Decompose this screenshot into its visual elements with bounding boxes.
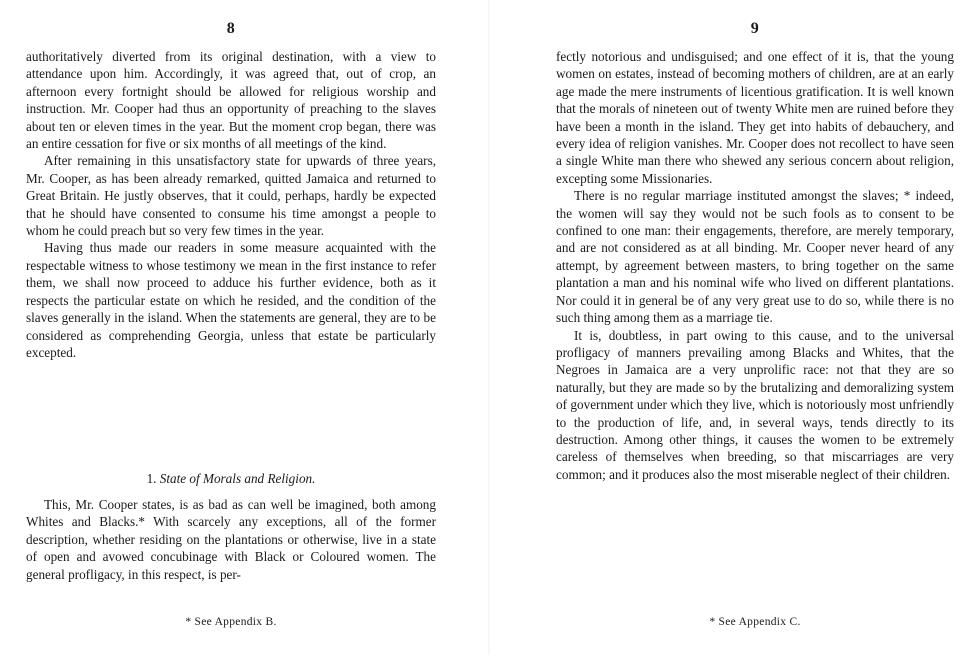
page-number: 8 <box>226 20 236 37</box>
page-number: 9 <box>750 20 760 37</box>
right-page <box>556 0 954 655</box>
right-page-text <box>556 48 954 483</box>
section-number: 1. <box>146 471 157 486</box>
left-page-lower-text <box>26 496 436 583</box>
footnote: * See Appendix C. <box>709 616 801 628</box>
section-title: State of Morals and Religion. <box>159 471 316 486</box>
section-heading <box>26 470 436 487</box>
left-page <box>26 0 436 655</box>
paragraph: After remaining in this unsatisfactory state for upwards of three years, Mr. Cooper, as has been already remarked, quitted Jamaica and returned to Great Britain. He justly observes, that it could, perhaps, hardly be expected that he should have consented to consume his time amongst a people to whom he could preach but so very few times in the year. <box>26 153 436 239</box>
paragraph: fectly notorious and undisguised; and one effect of it is, that the young women on estates, instead of becoming mothers of children, are at an early age made the mere instruments of licentious gratification. It is well known that the morals of nineteen out of twenty White men are ruined before they have been a month in the island. They get into habits of debauchery, and every idea of religion vanishes. Mr. Cooper does not recollect to have seen a single White man there who shewed any serious concern about religion, excepting some Missionaries. <box>556 49 954 186</box>
paragraph: authoritatively diverted from its original destination, with a view to attendance upon him. Accordingly, it was agreed that, out of crop, an afternoon every fortnight should be allowed for religious worship and instruction. Mr. Cooper had thus an opportunity of preaching to the slaves about ten or eleven times in the year. But the moment crop began, there was an entire cessation for five or six months of all meetings of the kind. <box>26 49 436 152</box>
paragraph: Having thus made our readers in some measure acquainted with the respectable witness to whose testimony we mean in the first instance to refer them, we shall now proceed to adduce his further evidence, both as it respects the particular estate on which he resided, and the condition of the slaves generally in the island. When the statements are general, they are to be considered as comprehending Georgia, unless that estate be particularly excepted. <box>26 240 436 360</box>
paragraph: This, Mr. Cooper states, is as bad as can well be imagined, both among Whites and Blacks.* With scarcely any exceptions, all of the former description, whether residing on the plantations or otherwise, live in a state of open and avowed concubinage with Black or Coloured women. The general profligacy, in this respect, is per- <box>26 497 436 582</box>
paragraph: There is no regular marriage instituted amongst the slaves; * indeed, the women will say they would not be such fools as to consent to be confined to one man: their engagements, therefore, are merely temporary, and are not considered as at all binding. Mr. Cooper never heard of any attempt, by agreement between masters, to bring together on the same plantation a man and his nominal wife who lived on different plantations. Nor could it in general be of any very great use to do so, while there is no such thing among them as a marriage tie. <box>556 188 954 326</box>
paragraph: It is, doubtless, in part owing to this cause, and to the universal profligacy of manners prevailing among Blacks and Whites, that the Negroes in Jamaica are a very unprolific race: not that they are so naturally, but they are made so by the brutalizing and demoralizing system of government under which they live, which is notoriously most unfriendly to the production of life, and, in several ways, tends directly to its destruction. Among other things, it causes the women to be extremely careless of themselves when breeding, so that miscarriages are very common; and it produces also the most miserable neglect of their children. <box>556 327 954 482</box>
gutter-divider <box>488 0 490 655</box>
left-page-upper-text <box>26 48 436 361</box>
footnote: * See Appendix B. <box>185 616 277 628</box>
